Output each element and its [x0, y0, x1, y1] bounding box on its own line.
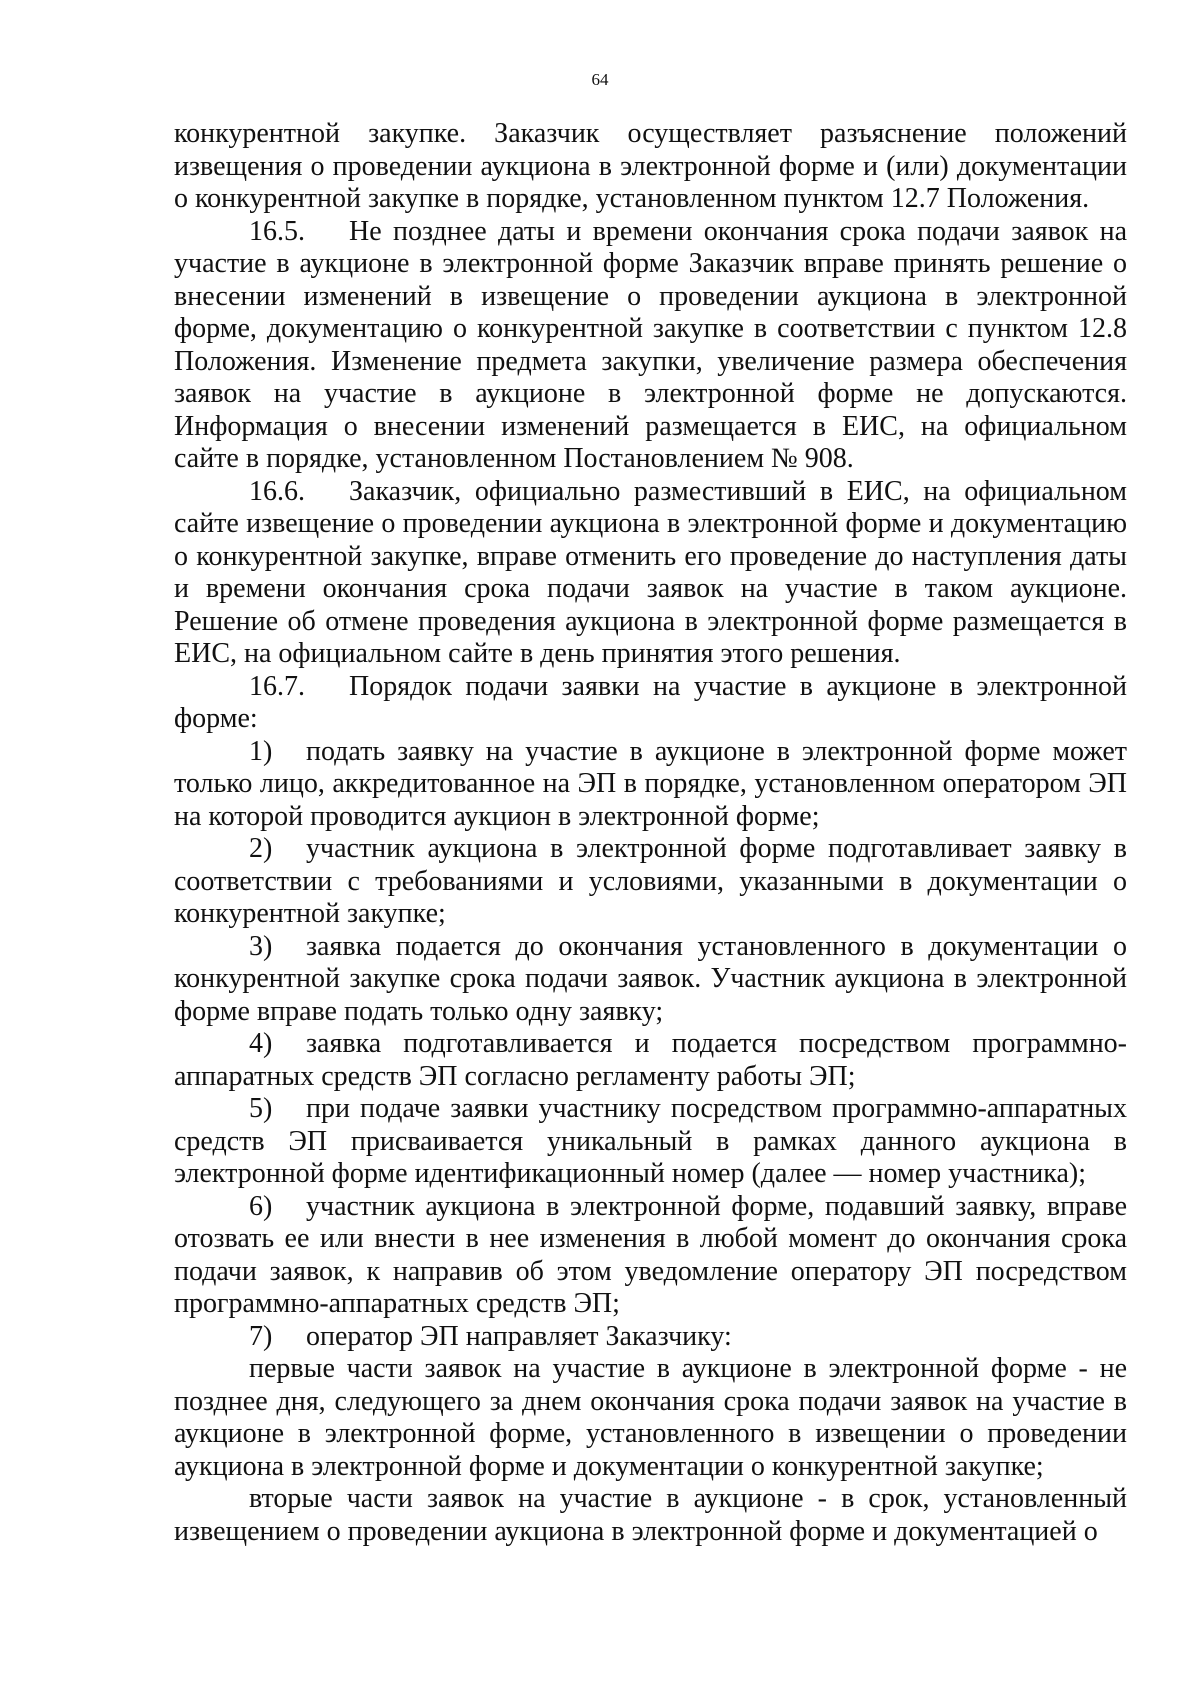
clause-text: Порядок подачи заявки на участие в аукционе в электронной форме: — [174, 670, 1127, 734]
list-item-number: 3) — [249, 930, 273, 962]
paragraph-text: вторые части заявок на участие в аукционе - в срок, установленный извещением о проведении аукциона в электронной форме и документацией о — [174, 1483, 1127, 1547]
clause-number: 16.6. — [249, 475, 305, 507]
list-item-number: 2) — [249, 833, 273, 864]
paragraph-text: первые части заявок на участие в аукционе в электронной форме - не позднее дня, следующего за днем окончания срока подачи заявок на участие в аукционе в электронной форме, установленного в извещении о проведении аукциона в электронной форме и документации о конкурентной закупке; — [174, 1353, 1127, 1482]
list-item-text: подать заявку на участие в аукционе в электронной форме может только лицо, аккредитованное на ЭП в порядке, установленном оператором ЭП на которой проводится аукцион в электронной форме; — [174, 735, 1127, 832]
clause-text: Заказчик, официально разместивший в ЕИС, на официальном сайте извещение о проведении аукциона в электронной форме и документацию о конкурентной закупке, вправе отменить его проведение до наступления даты и времени окончания срока подачи заявок на участие в таком аукционе. Решение об отмене проведения аукциона в электронной форме размещается в ЕИС, на официальном сайте в день принятия этого решения. — [174, 475, 1127, 669]
list-item-3 — [174, 931, 1127, 1029]
list-item-text: заявка подается до окончания установленного в документации о конкурентной закупке срока подачи заявок. Участник аукциона в электронной форме вправе подать только одну заявку; — [174, 930, 1127, 1027]
list-item-number: 6) — [249, 1190, 273, 1222]
list-item-text: оператор ЭП направляет Заказчику: — [306, 1320, 732, 1352]
paragraph-continuation — [174, 118, 1127, 216]
list-item-7 — [174, 1321, 1127, 1354]
paragraph-second-parts — [174, 1483, 1127, 1548]
clause-number: 16.5. — [249, 215, 305, 247]
document-body — [174, 118, 1127, 1548]
paragraph-text: конкурентной закупке. Заказчик осуществляет разъяснение положений извещения о проведении аукциона в электронной форме и (или) документации о конкурентной закупке в порядке, установленном пунктом 12.7 Положения. — [174, 118, 1127, 214]
list-item-number: 5) — [249, 1093, 273, 1124]
clause-number: 16.7. — [249, 670, 305, 702]
list-item-text: при подаче заявки участнику посредством программно-аппаратных средств ЭП присваивается уникальный в рамках данного аукциона в электронной форме идентификационный номер (далее — номер участника); — [174, 1093, 1127, 1189]
list-item-text: участник аукциона в электронной форме подготавливает заявку в соответствии с требованиями и условиями, указанными в документации о конкурентной закупке; — [174, 833, 1127, 929]
clause-16-7 — [174, 671, 1127, 736]
list-item-2 — [174, 833, 1127, 931]
list-item-number: 4) — [249, 1028, 273, 1059]
page-number: 64 — [591, 70, 609, 89]
list-item-1 — [174, 736, 1127, 834]
list-item-text: участник аукциона в электронной форме, подавший заявку, вправе отозвать ее или внести в нее изменения в любой момент до окончания срока подачи заявок, к направив об этом уведомление оператору ЭП посредством программно-аппаратных средств ЭП; — [174, 1190, 1127, 1319]
paragraph-first-parts — [174, 1353, 1127, 1483]
list-item-6 — [174, 1191, 1127, 1321]
list-item-number: 7) — [249, 1320, 273, 1352]
clause-text: Не позднее даты и времени окончания срока подачи заявок на участие в аукционе в электронной форме Заказчик вправе принять решение о внесении изменений в извещение о проведении аукциона в электронной форме, документацию о конкурентной закупке в соответствии с пунктом 12.8 Положения. Изменение предмета закупки, увеличение размера обеспечения заявок на участие в аукционе в электронной форме не допускаются. Информация о внесении изменений размещается в ЕИС, на официальном сайте в порядке, установленном Постановлением № 908. — [174, 215, 1127, 474]
list-item-number: 1) — [249, 735, 273, 767]
list-item-5 — [174, 1093, 1127, 1191]
clause-16-6 — [174, 476, 1127, 671]
list-item-4 — [174, 1028, 1127, 1093]
clause-16-5 — [174, 216, 1127, 476]
list-item-text: заявка подготавливается и подается посредством программно-аппаратных средств ЭП согласно регламенту работы ЭП; — [174, 1028, 1127, 1092]
